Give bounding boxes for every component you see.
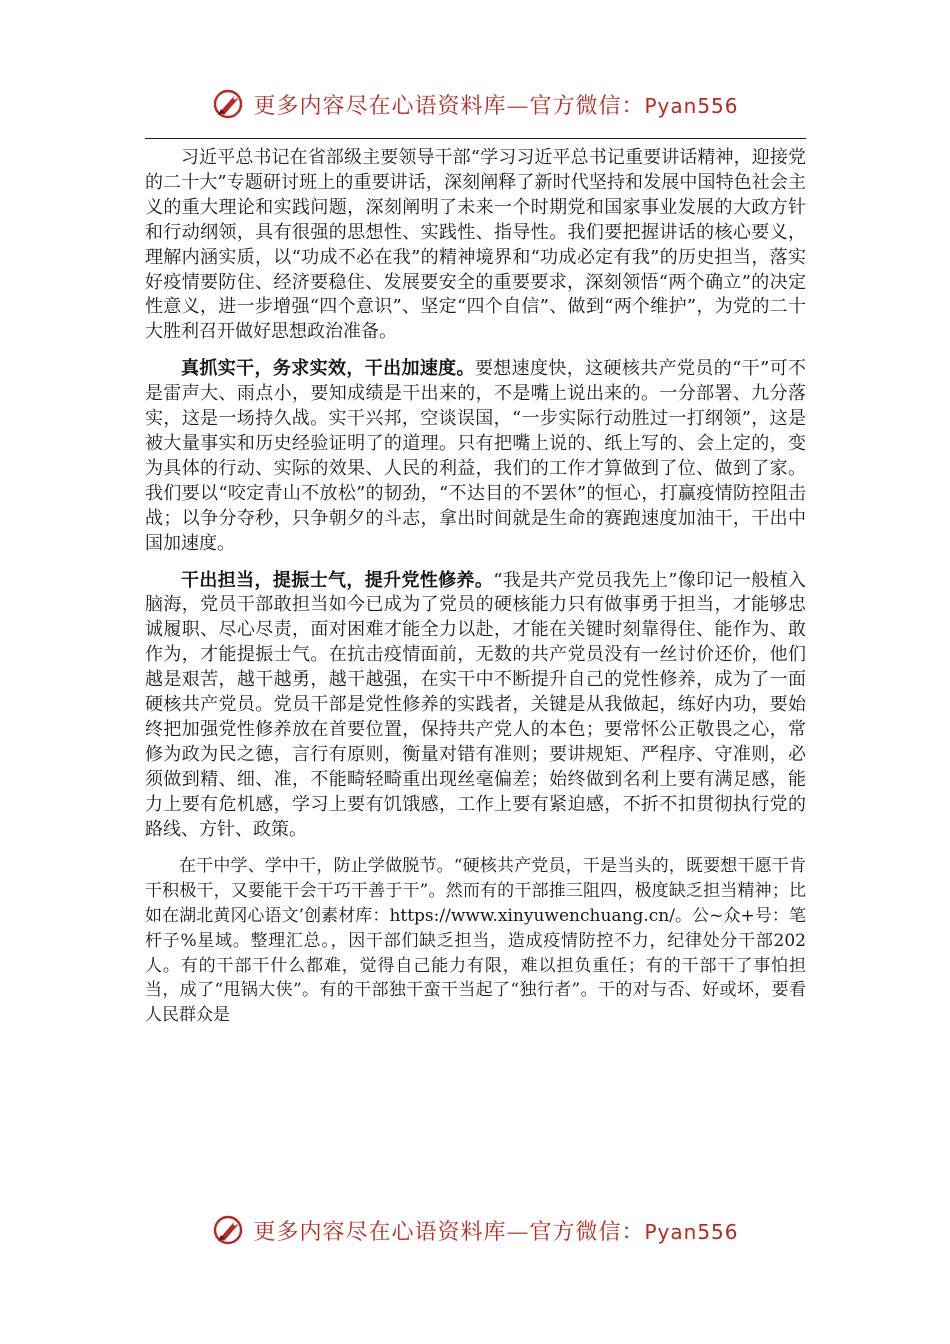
footer-banner-contact-label: 官方微信：	[529, 1219, 645, 1245]
pen-nib-logo-icon	[211, 87, 245, 121]
paragraph-intro	[145, 146, 806, 345]
paragraph-section-2-heading: 干出担当，提振士气，提升党性修养。	[181, 569, 494, 591]
paragraph-intro-body: 习近平总书记在省部级主要领导干部“学习习近平总书记重要讲话精神，迎接党的二十大”专题研讨班上的重要讲话，深刻阐释了新时代坚持和发展中国特色社会主义的重大理论和实践问题，深刻阐明了未来一个时期党和国家事业发展的大政方针和行动纲领，具有很强的思想性、实践性、指导性。我们要把握讲话的核心要义，理解内涵实质，以“功成不必在我”的精神境界和“功成必定有我”的历史担当，落实好疫情要防住、经济要稳住、发展要安全的重要要求，深刻领悟“两个确立”的决定性意义，进一步增强“四个意识”、坚定“四个自信”、做到“两个维护”，为党的二十大胜利召开做好思想政治准备。	[145, 147, 806, 343]
paragraph-section-1	[145, 357, 806, 556]
paragraph-section-1-body: 要想速度快，这硬核共产党员的“干”可不是雷声大、雨点小，要知成绩是干出来的，不是嘴上说出来的。一分部署、九分落实，这是一场持久战。实干兴邦，空谈误国，“一步实际行动胜过一打纲领”，这是被大量事实和历史经验证明了的道理。只有把嘴上说的、纸上写的、会上定的，变为具体的行动、实际的效果、人民的利益，我们的工作才算做到了位、做到了家。我们要以“咬定青山不放松”的韧劲，“不达目的不罢休”的恒心，打赢疫情防控阻击战；以争分夺秒，只争朝夕的斗志，拿出时间就是生命的赛跑速度加油干，干出中国加速度。	[145, 358, 807, 554]
paragraph-section-2	[145, 569, 806, 843]
paragraph-section-3-body: 在干中学、学中干，防止学做脱节。“硬核共产党员，干是当头的，既要想干愿干肯干积极干，又要能干会干巧干善于干”。然而有的干部推三阻四，极度缺乏担当精神；比如在湖北黄冈心语文’创素材库：https://www.xinyuwenchuang.cn/。公~众+号：笔杆子%星域。整理汇总。，因干部们缺乏担当，造成疫情防控不力，纪律处分干部202人。有的干部干什么都难，觉得自己能力有限，难以担负重任；有的干部干了事怕担当，成了“甩锅大侠”。有的干部独干蛮干当起了“独行者”。干的对与否、好或坏，要看人民群众是	[145, 856, 806, 1026]
header-divider	[145, 138, 806, 139]
footer-banner-separator: —	[506, 1219, 530, 1245]
footer-banner	[0, 1208, 950, 1252]
footer-banner-contact-id: Pyan556	[644, 1219, 739, 1244]
header-banner-contact-id: Pyan556	[644, 93, 739, 118]
header-banner-contact-label: 官方微信：	[529, 93, 645, 119]
paragraph-section-2-body: “我是共产党员我先上”像印记一般植入脑海，党员干部敢担当如今已成为了党员的硬核能力只有做事勇于担当，才能够忠诚履职、尽心尽责，面对困难才能全力以赴，才能在关键时刻靠得住、能作为、敢作为，才能提振士气。在抗击疫情面前，无数的共产党员没有一丝讨价还价，他们越是艰苦，越干越勇，越干越强，在实干中不断提升自己的党性修养，成为了一面硬核共产党员。党员干部是党性修养的实践者，关键是从我做起，练好内功，要始终把加强党性修养放在首要位置，保持共产党人的本色；要常怀公正敬畏之心，常修为政为民之德，言行有原则，衡量对错有准则；要讲规矩、严程序、守准则，必须做到精、细、准，不能畸轻畸重出现丝毫偏差；始终做到名利上要有满足感，能力上要有危机感，学习上要有饥饿感，工作上要有紧迫感，不折不扣贯彻执行党的路线、方针、政策。	[145, 569, 806, 840]
footer-banner-text	[253, 1215, 738, 1246]
footer-banner-title: 更多内容尽在心语资料库	[253, 1219, 507, 1245]
header-banner	[0, 82, 950, 126]
header-banner-title: 更多内容尽在心语资料库	[253, 93, 507, 119]
pen-nib-logo-icon	[211, 1213, 245, 1247]
document-body	[145, 146, 806, 1028]
paragraph-section-1-heading: 真抓实干，务求实效，干出加速度。	[181, 358, 475, 380]
header-banner-separator: —	[506, 93, 530, 119]
paragraph-section-3	[145, 854, 806, 1028]
header-banner-text	[253, 89, 738, 120]
